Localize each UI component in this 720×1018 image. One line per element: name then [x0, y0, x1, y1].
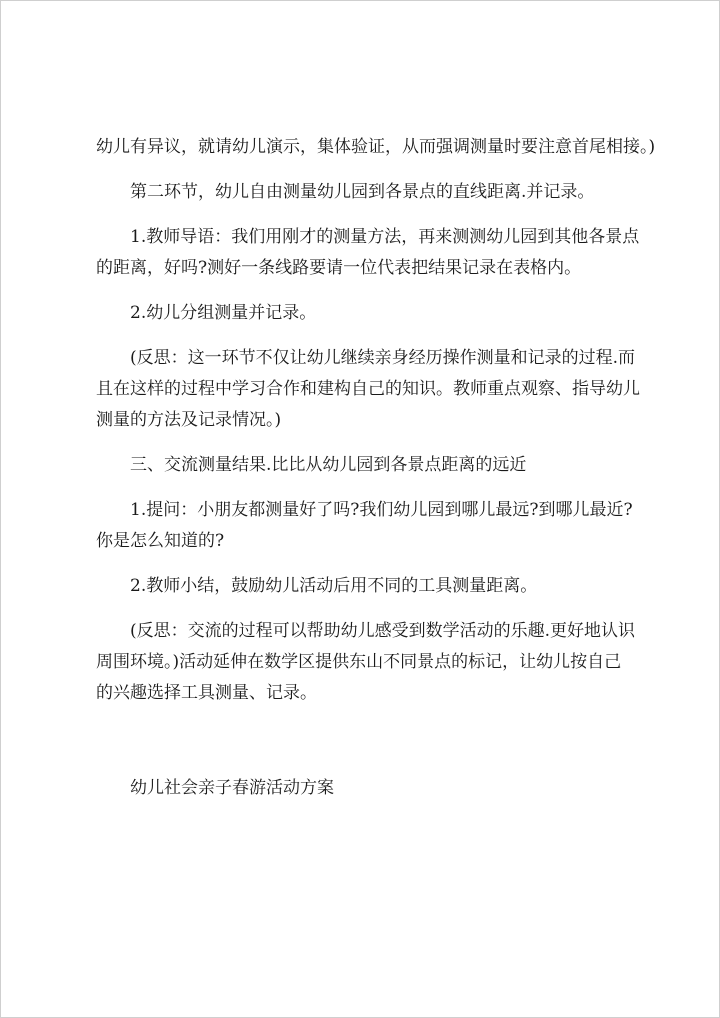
- paragraph-9: [96, 616, 656, 709]
- text-line: 三、交流测量结果.比比从幼儿园到各景点距离的远近: [130, 455, 527, 475]
- text-line: 1.提问：小朋友都测量好了吗?我们幼儿园到哪儿最远?到哪儿最近?: [130, 500, 633, 520]
- text-line: 2.教师小结，鼓励幼儿活动后用不同的工具测量距离。: [130, 576, 538, 596]
- document-body: [96, 132, 656, 804]
- paragraph-2: [96, 177, 656, 208]
- text-line: 第二环节，幼儿自由测量幼儿园到各景点的直线距离.并记录。: [130, 182, 595, 202]
- next-section-title: 幼儿社会亲子春游活动方案: [130, 778, 334, 798]
- text-line: 的兴趣选择工具测量、记录。: [96, 683, 317, 703]
- text-line: 的距离，好吗?测好一条线路要请一位代表把结果记录在表格内。: [96, 258, 582, 278]
- text-line: 幼儿有异议，就请幼儿演示，集体验证，从而强调测量时要注意首尾相接。): [96, 137, 656, 157]
- text-line: 周围环境。)活动延伸在数学区提供东山不同景点的标记，让幼儿按自己: [96, 652, 622, 672]
- paragraph-4: [96, 298, 656, 329]
- text-line: 你是怎么知道的?: [96, 531, 225, 551]
- text-line: 且在这样的过程中学习合作和建构自己的知识。教师重点观察、指导幼儿: [96, 379, 640, 399]
- paragraph-3: [96, 222, 656, 284]
- text-line: (反思：交流的过程可以帮助幼儿感受到数学活动的乐趣.更好地认识: [130, 621, 636, 641]
- paragraph-8: [96, 571, 656, 602]
- text-line: 测量的方法及记录情况。): [96, 410, 282, 430]
- text-line: (反思：这一环节不仅让幼儿继续亲身经历操作测量和记录的过程.而: [130, 348, 636, 368]
- paragraph-7: [96, 495, 656, 557]
- paragraph-6: [96, 450, 656, 481]
- paragraph-5: [96, 343, 656, 436]
- text-line: 1.教师导语：我们用刚才的测量方法，再来测测幼儿园到其他各景点: [130, 227, 640, 247]
- text-line: 2.幼儿分组测量并记录。: [130, 303, 317, 323]
- paragraph-1: [96, 132, 656, 163]
